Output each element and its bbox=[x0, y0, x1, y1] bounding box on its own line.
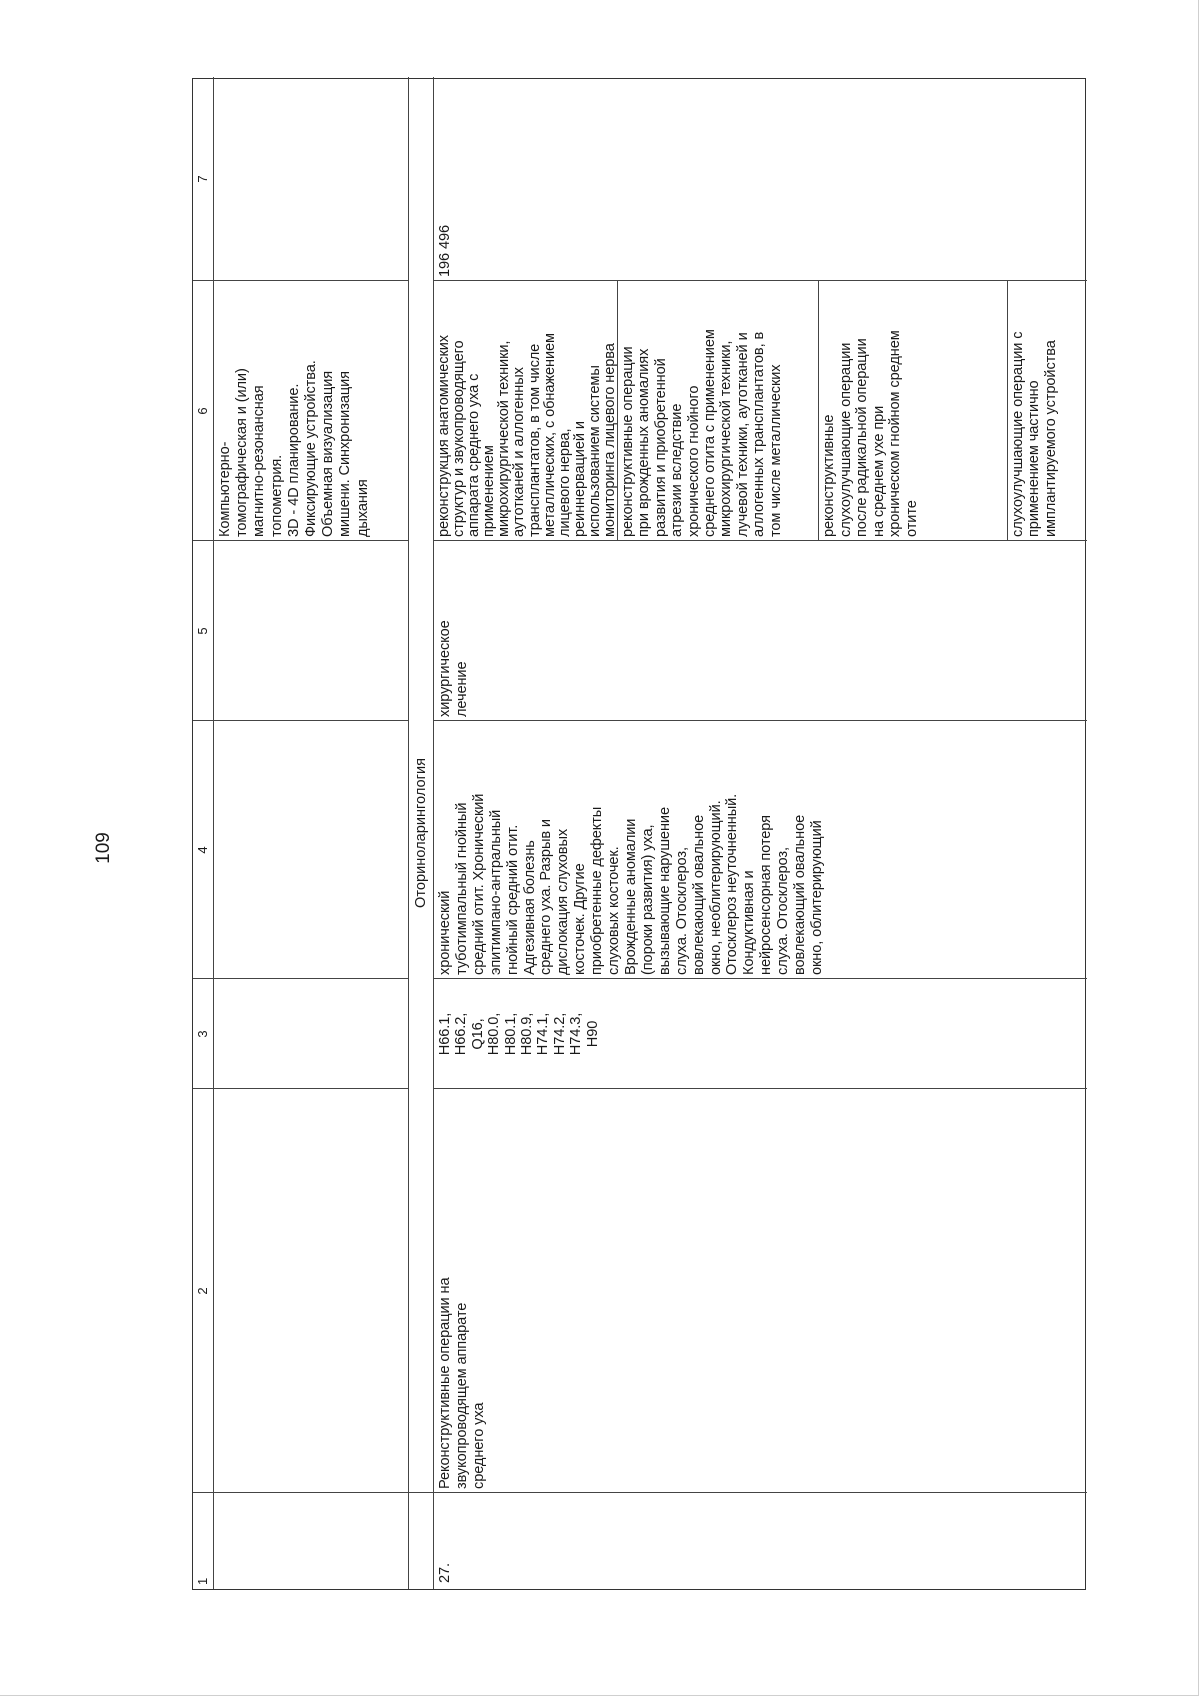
vmp-table bbox=[192, 78, 1086, 1590]
icd-codes: H66.1, H66.2, Q16, H80.0, H80.1, H80.9, H74.1, H74.2, H74.3, H90 bbox=[437, 1012, 601, 1056]
col-header-4: 4 bbox=[195, 846, 210, 854]
col-header-6: 6 bbox=[195, 407, 210, 415]
section-title: Оториноларингология bbox=[413, 757, 429, 909]
row-number: 27. bbox=[437, 1563, 453, 1583]
method-divider-3 bbox=[1007, 281, 1008, 541]
col-divider-4-5-body bbox=[433, 720, 1087, 721]
rotated-table-sheet bbox=[192, 78, 1086, 1590]
col-divider-6-7-body bbox=[433, 280, 1087, 281]
header-row-divider bbox=[213, 77, 214, 1589]
col-divider-3-4 bbox=[193, 978, 408, 979]
col-header-2: 2 bbox=[195, 1287, 210, 1295]
method-divider-2 bbox=[818, 281, 819, 541]
section-top-divider bbox=[408, 77, 409, 1589]
col-divider-5-6-body bbox=[433, 540, 1087, 541]
col-divider-3-4-body bbox=[433, 978, 1087, 979]
page-number: 109 bbox=[93, 832, 114, 864]
section-bottom-divider bbox=[433, 77, 434, 1589]
method-4: слухоулучшающие операции с применением частично имплантируемого устройства bbox=[1010, 331, 1059, 537]
treatment-type: хирургическое лечение bbox=[437, 620, 471, 717]
col-divider-4-5 bbox=[193, 720, 408, 721]
col-divider-5-6 bbox=[193, 540, 408, 541]
col-divider-2-3 bbox=[193, 1088, 408, 1089]
col-divider-1-2 bbox=[193, 1492, 1087, 1493]
method-3: реконструктивные слухоулучшающие операции после радикальной операции на среднем ухе при хроническом гнойном среднем отите bbox=[821, 330, 920, 537]
patient-model: хронический туботимпальный гнойный средний отит. Хронический эпитимпано-антральный гнойный средний отит. Адгезивная болезнь среднего уха. Разрыв и дислокация слуховых косточек. Другие приобретенные дефекты слуховых косточек. Врожденные аномалии (пороки развития) уха, вызывающие нарушение слуха. Отосклероз, вовлекающий овальное окно, необлитерирующий. Отосклероз неуточненный. Кондуктивная и нейросенсорная потеря слуха. Отосклероз, вовлекающий овальное окно, облитерирующий bbox=[437, 793, 825, 975]
continued-methods-text: Компьютерно- томографическая и (или) магнитно-резонансная топометрия. 3D - 4D планирование. Фиксирующие устройства. Объемная визуализация мишени. Синхронизация дыхания bbox=[217, 360, 371, 537]
col-divider-6-7 bbox=[193, 280, 408, 281]
intervention-name: Реконструктивные операции на звукопроводящем аппарате среднего уха bbox=[437, 1277, 488, 1489]
col-header-5: 5 bbox=[195, 627, 210, 635]
method-2: реконструктивные операции при врожденных аномалиях развития и приобретенной атрезии вследствие хронического гнойного среднего отита с применением микрохирургической техники, лучевой техники, аутотканей и аллогенных трансплантатов, в том числе металлических bbox=[620, 329, 784, 537]
col-header-7: 7 bbox=[195, 175, 210, 183]
col-header-3: 3 bbox=[195, 1030, 210, 1038]
col-header-1: 1 bbox=[195, 1577, 210, 1585]
cost-value: 196 496 bbox=[437, 224, 453, 277]
method-1: реконструкция анатомических структур и звукопроводящего аппарата среднего уха с применением микрохирургической техники, аутотканей и аллогенных трансплантатов, в том числе металлических, с обнажением лицевого нерва, реиннервацией и использованием системы мониторинга лицевого нерва bbox=[436, 333, 619, 537]
col-divider-2-3-body bbox=[433, 1088, 1087, 1089]
